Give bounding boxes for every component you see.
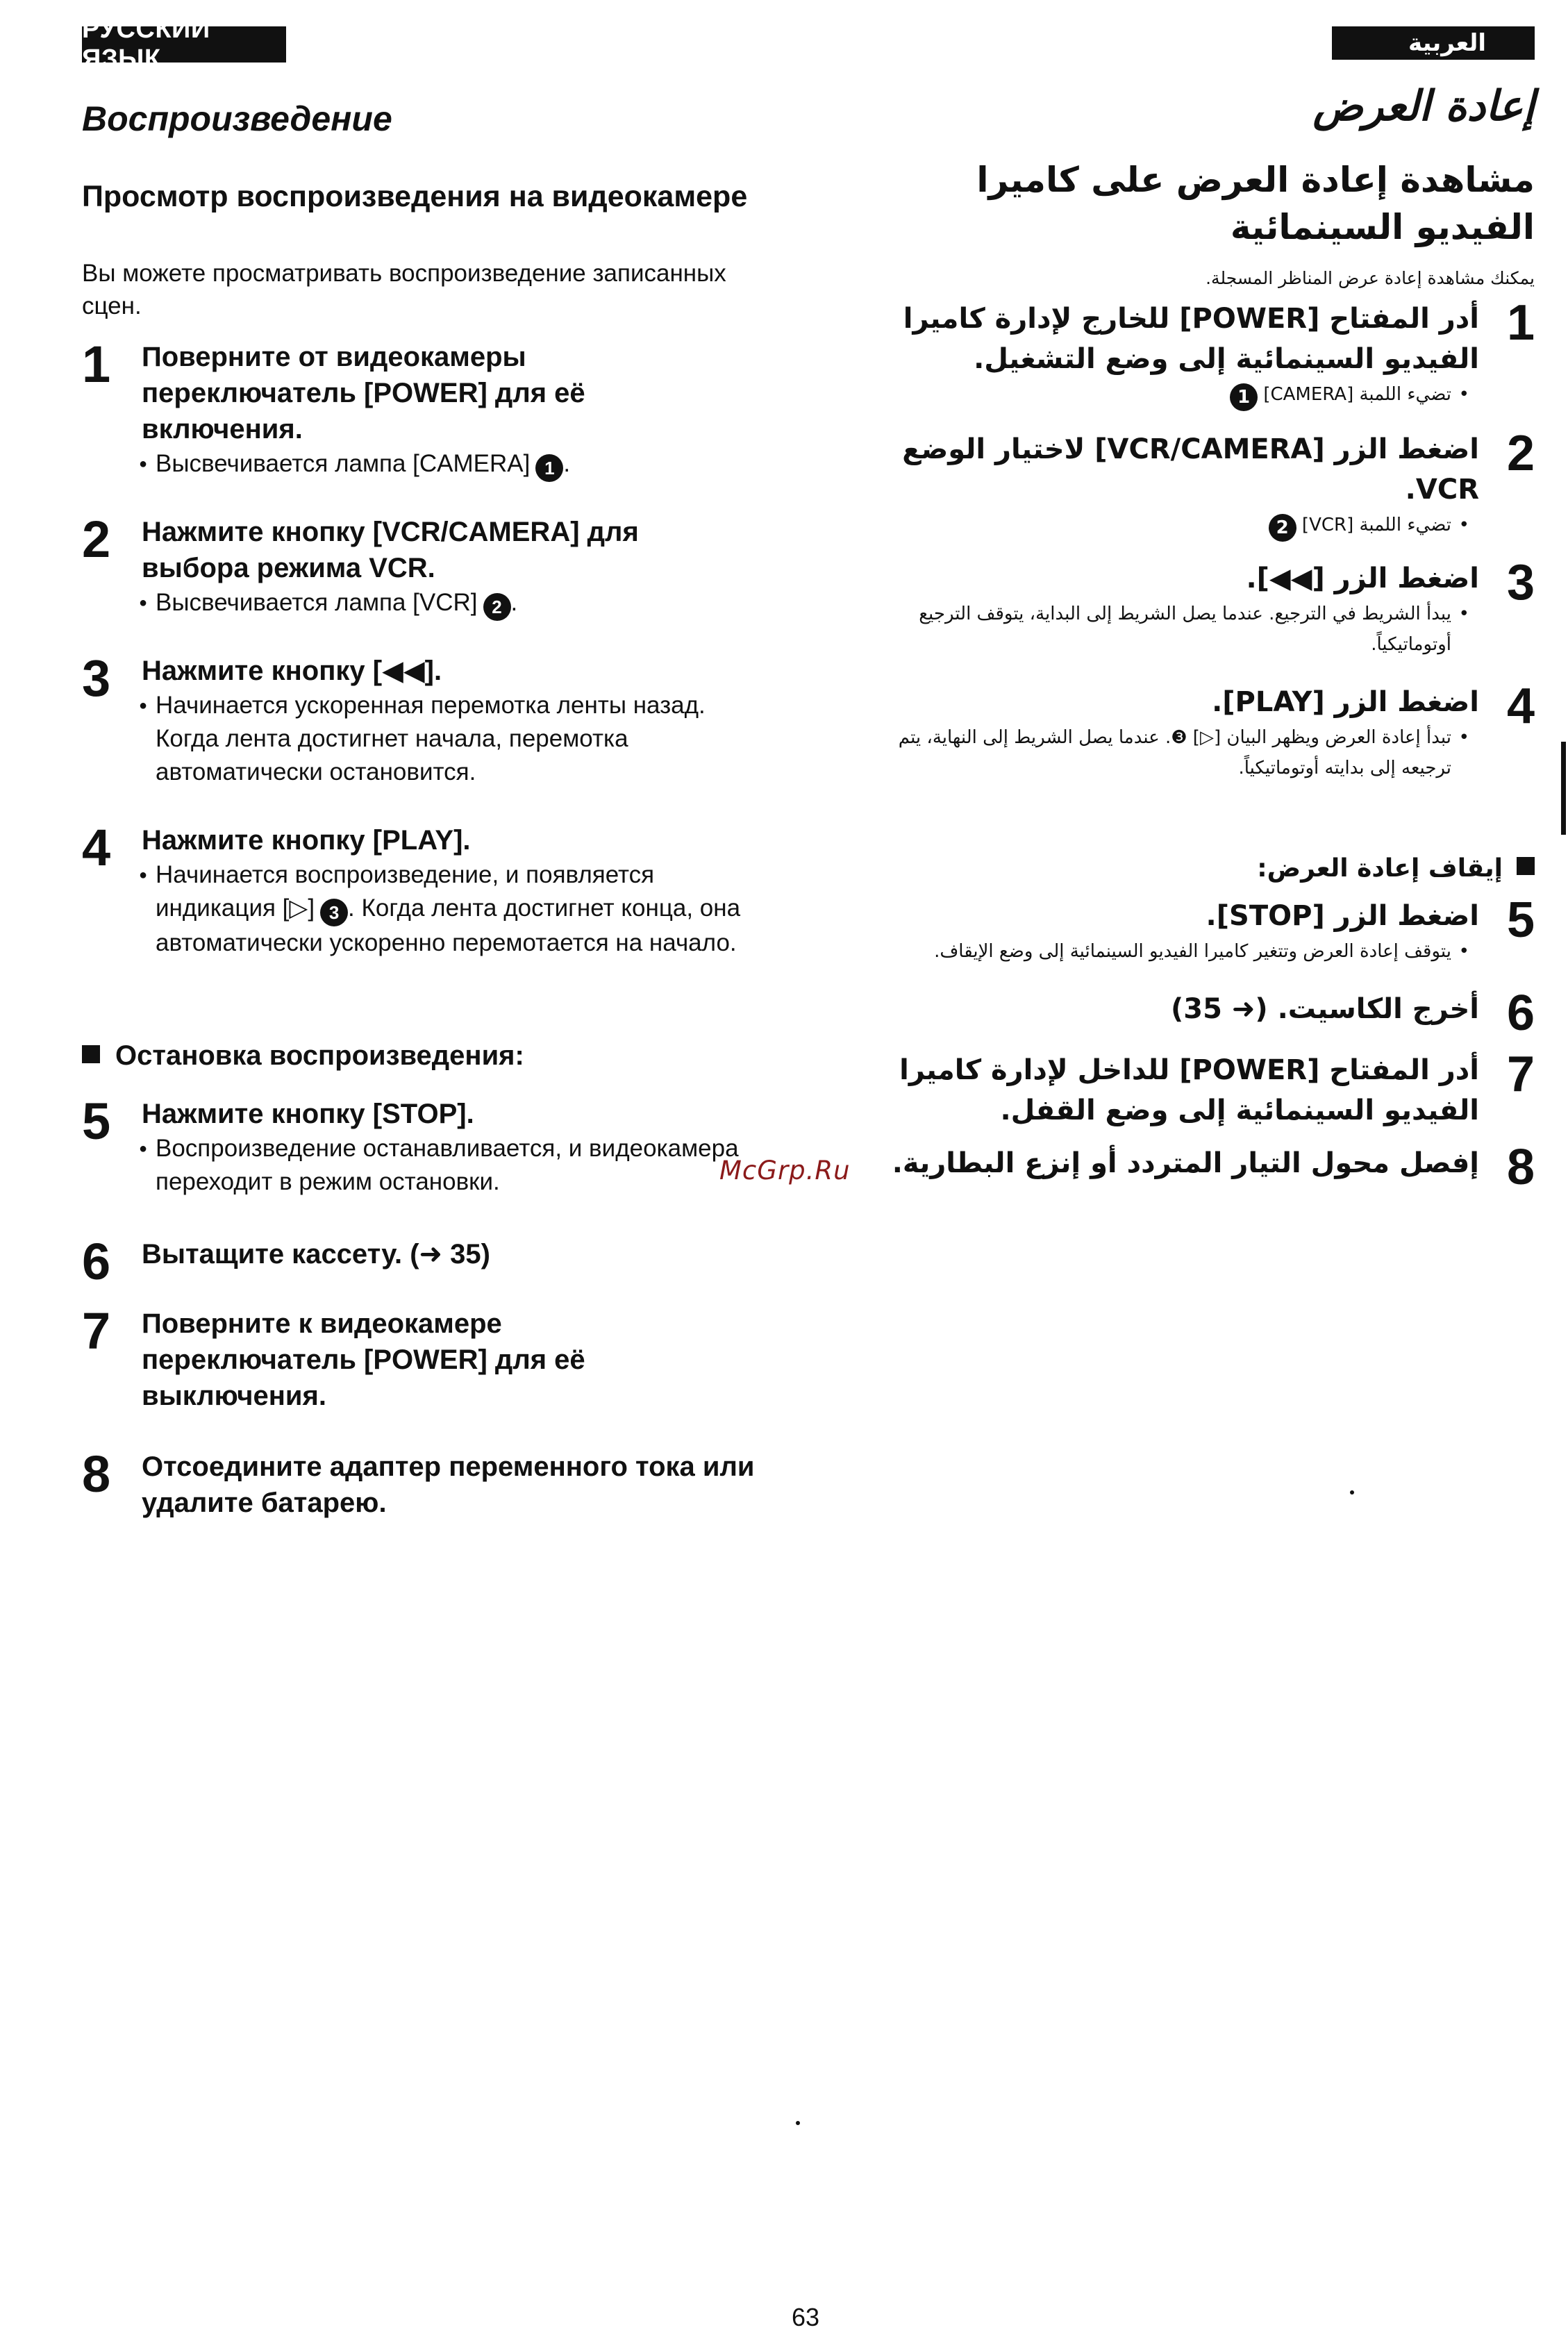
step-heading: Нажмите кнопку [VCR/CAMERA] для выбора режима VCR.: [142, 517, 639, 583]
russian-step-2: [82, 510, 749, 621]
arabic-step-8: [868, 1140, 1535, 1195]
arabic-step-2: [868, 426, 1535, 542]
step-heading: Отсоедините адаптер переменного тока или удалите батарею.: [142, 1451, 755, 1518]
indicator-marker-1: 1: [1230, 383, 1258, 411]
step-heading: Вытащите кассету. (➜ 35): [142, 1239, 490, 1270]
step-note: • تضيء اللمبة [VCR] 2: [868, 510, 1451, 542]
russian-title: Воспроизведение: [82, 99, 392, 138]
square-bullet-icon: [82, 1045, 100, 1063]
step-note: • تبدأ إعادة العرض ويظهر البيان [▷] ❸. عندما يصل الشريط إلى النهاية، يتم ترجيعه إلى بدايته أوتوماتيكياً.: [868, 722, 1451, 783]
step-number: 6: [1506, 985, 1535, 1041]
margin-marker: [1561, 742, 1566, 835]
step-number: 1: [1506, 295, 1535, 351]
indicator-marker-1: 1: [535, 454, 563, 482]
step-number: 3: [82, 649, 111, 707]
russian-step-5: [82, 1092, 749, 1199]
step-heading: اضغط الزر [◀◀].: [1246, 563, 1479, 594]
step-number: 4: [1506, 679, 1535, 734]
arabic-step-5: [868, 892, 1535, 967]
step-heading: إفصل محول التيار المتردد أو إنزع البطارية.: [892, 1147, 1479, 1179]
step-heading: Нажмите кнопку [PLAY].: [142, 825, 471, 856]
indicator-marker-2: 2: [1269, 514, 1296, 542]
step-heading: اضغط الزر [VCR/CAMERA] لاختيار الوضع VCR.: [902, 433, 1479, 506]
arabic-intro: يمكنك مشاهدة إعادة عرض المناظر المسجلة.: [1206, 268, 1535, 288]
indicator-marker-2: 2: [483, 593, 511, 621]
step-heading: Поверните к видеокамере переключатель [POWER] для её выключения.: [142, 1308, 585, 1411]
step-note: • يبدأ الشريط في الترجيع. عندما يصل الشريط إلى البداية، يتوقف الترجيع أوتوماتيكياً.: [868, 599, 1451, 660]
russian-step-7: [82, 1302, 679, 1414]
step-number: 5: [82, 1092, 111, 1150]
russian-step-8: [82, 1445, 790, 1521]
step-heading: Нажмите кнопку [STOP].: [142, 1099, 474, 1129]
step-number: 7: [82, 1302, 111, 1360]
russian-language-badge: РУССКИЙ ЯЗЫК: [82, 26, 286, 63]
step-heading: أدر المفتاح [POWER] للخارج لإدارة كاميرا الفيديو السينمائية إلى وضع التشغيل.: [903, 303, 1479, 375]
step-note: ● Начинается ускоренная перемотка ленты назад. Когда лента достигнет начала, перемотка автоматически остановится.: [156, 689, 753, 789]
step-number: 5: [1506, 892, 1535, 948]
step-number: 6: [82, 1233, 111, 1290]
arabic-stop-heading: إيقاف إعادة العرض:: [1257, 854, 1535, 883]
step-number: 2: [82, 510, 111, 568]
step-heading: أخرج الكاسيت. (➜ 35): [1171, 993, 1479, 1025]
russian-intro: Вы можете просматривать воспроизведение записанных сцен.: [82, 260, 726, 319]
step-heading: Нажмите кнопку [◀◀].: [142, 656, 442, 686]
arabic-step-3: [868, 555, 1535, 660]
russian-stop-heading: Остановка воспроизведения:: [82, 1040, 524, 1072]
russian-step-4: [82, 819, 749, 960]
step-number: 8: [82, 1445, 111, 1503]
step-number: 1: [82, 335, 111, 393]
arabic-step-1: [868, 295, 1535, 411]
step-note: ● Воспроизведение останавливается, и видеокамера переходит в режим остановки.: [156, 1132, 739, 1199]
step-note: • يتوقف إعادة العرض وتتغير كاميرا الفيديو السينمائية إلى وضع الإيقاف.: [868, 936, 1451, 967]
arabic-language-badge: العربية: [1332, 26, 1535, 60]
arabic-title: إعادة العرض: [1312, 82, 1535, 131]
watermark: McGrp.Ru: [719, 1156, 851, 1185]
arabic-step-6: [868, 985, 1535, 1041]
step-note: ● Высвечивается лампа [VCR] 2 .: [156, 586, 749, 621]
scan-speck: [1350, 1490, 1354, 1495]
page-number: 63: [792, 2303, 820, 2331]
square-bullet-icon: [1517, 857, 1535, 875]
arabic-step-7: [868, 1047, 1535, 1131]
step-heading: Поверните от видеокамеры переключатель [POWER] для её включения.: [142, 342, 585, 444]
scan-speck: [796, 2121, 800, 2125]
step-note: • تضيء اللمبة [CAMERA] 1: [868, 379, 1451, 411]
step-note: ● Высвечивается лампа [CAMERA] 1 .: [156, 447, 707, 482]
arabic-subtitle: مشاهدة إعادة العرض على كاميرا الفيديو السينمائية: [976, 160, 1535, 247]
russian-step-6: [82, 1233, 749, 1290]
step-note: ● Начинается воспроизведение, и появляется индикация [▷] 3 . Когда лента достигнет конца, она автоматически ускоренно перемотается на начало.: [156, 858, 753, 960]
step-number: 8: [1506, 1140, 1535, 1195]
indicator-marker-3: 3: [320, 899, 348, 926]
step-number: 3: [1506, 555, 1535, 610]
step-heading: اضغط الزر [STOP].: [1206, 900, 1479, 932]
step-number: 4: [82, 819, 111, 876]
russian-subtitle: Просмотр воспроизведения на видеокамере: [82, 180, 748, 213]
step-heading: أدر المفتاح [POWER] للداخل لإدارة كاميرا الفيديو السينمائية إلى وضع القفل.: [899, 1054, 1479, 1126]
step-number: 7: [1506, 1047, 1535, 1102]
step-heading: اضغط الزر [PLAY].: [1212, 686, 1479, 718]
arabic-step-4: [868, 679, 1535, 783]
step-number: 2: [1506, 426, 1535, 481]
russian-step-1: [82, 335, 707, 482]
russian-step-3: [82, 649, 749, 789]
